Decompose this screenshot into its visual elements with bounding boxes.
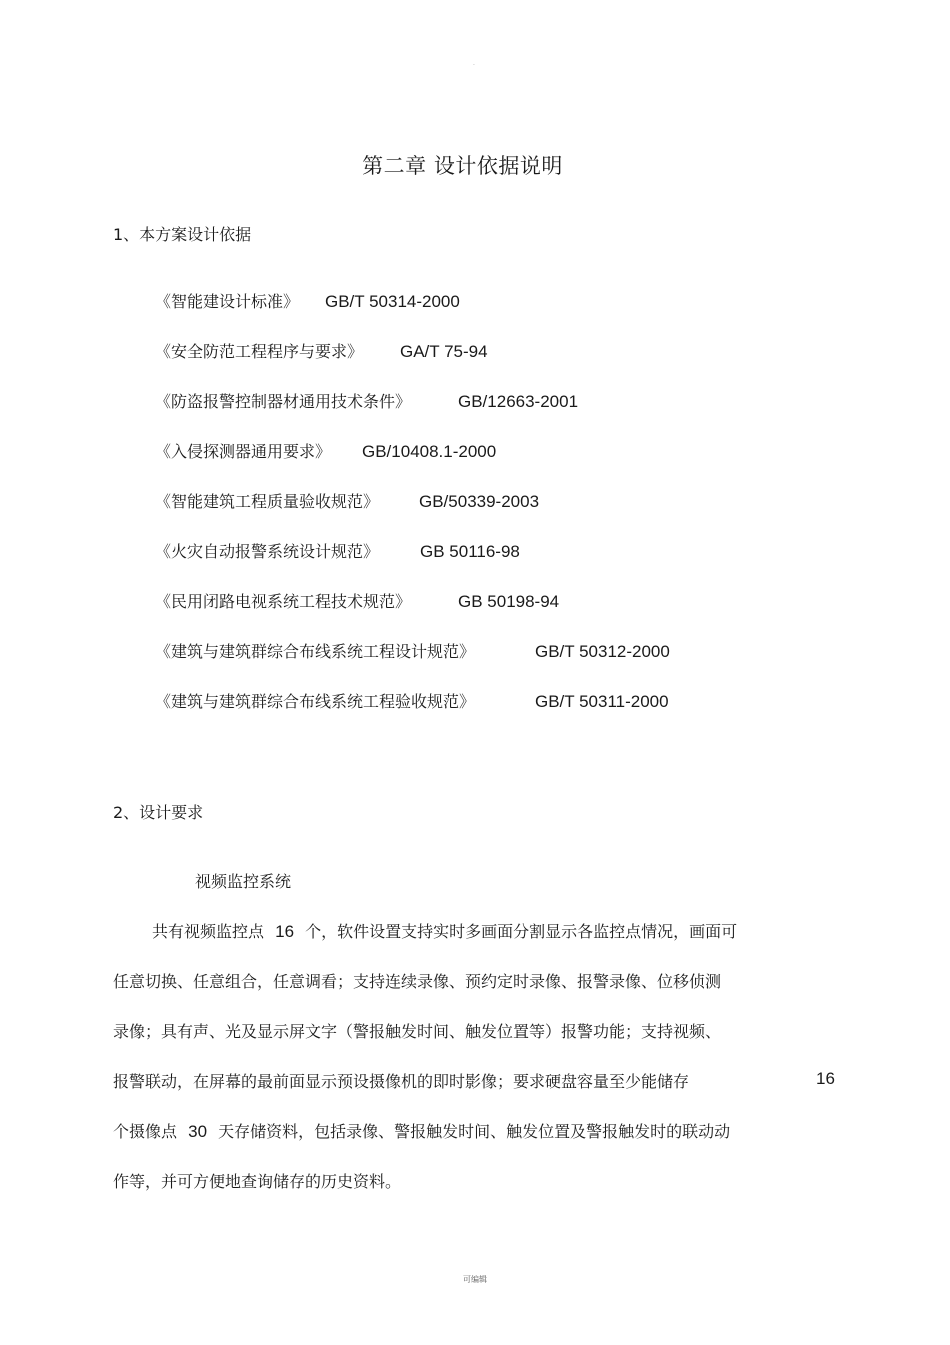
top-dot: · [473, 62, 475, 69]
subheading-video-surveillance: 视频监控系统 [195, 872, 292, 891]
line-text: 个摄像点 [113, 1122, 178, 1141]
line-text: 共有视频监控点 [152, 922, 265, 941]
standard-code: GB/T 50311-2000 [535, 692, 669, 711]
standard-item [155, 539, 670, 589]
standard-name: 《建筑与建筑群综合布线系统工程验收规范》 [155, 692, 476, 711]
footer-note: 可编辑 [463, 1275, 487, 1284]
standard-name: 《安全防范工程程序与要求》 [155, 342, 364, 361]
line-text: 作等，并可方便地查询储存的历史资料。 [113, 1172, 402, 1191]
standard-code: GB/10408.1-2000 [362, 442, 497, 461]
line-text: 录像；具有声、光及显示屏文字（警报触发时间、触发位置等）报警功能；支持视频、 [113, 1022, 722, 1041]
standards-list [155, 289, 670, 739]
line-text: 报警联动，在屏幕的最前面显示预设摄像机的即时影像；要求硬盘容量至少能储存 [113, 1072, 690, 1091]
standard-name: 《智能建设计标准》 [155, 292, 300, 311]
line-text: 天存储资料，包括录像、警报触发时间、触发位置及警报触发时的联动动 [218, 1122, 731, 1141]
page-title: 第二章 设计依据说明 [362, 154, 563, 178]
line-text: 任意切换、任意组合，任意调看；支持连续录像、预约定时录像、报警录像、位移侦测 [113, 972, 722, 991]
paragraph-line [113, 1119, 837, 1142]
standard-name: 《防盗报警控制器材通用技术条件》 [155, 392, 412, 411]
standard-code: GB 50198-94 [458, 592, 560, 611]
section-2-heading: 2、设计要求 [113, 803, 204, 822]
standard-item [155, 589, 670, 639]
standard-code: GA/T 75-94 [400, 342, 488, 361]
standard-item [155, 439, 670, 489]
paragraph-line [152, 919, 876, 942]
standard-item [155, 389, 670, 439]
standard-code: GB/T 50312-2000 [535, 642, 670, 661]
standard-code: GB/T 50314-2000 [325, 292, 460, 311]
line-number: 16 [816, 1069, 835, 1088]
standard-item [155, 289, 670, 339]
paragraph-line [113, 969, 837, 992]
paragraph-line [113, 1169, 837, 1192]
paragraph-line [113, 1069, 837, 1092]
standard-code: GB/12663-2001 [458, 392, 579, 411]
line-text: 个，软件设置支持实时多画面分割显示各监控点情况，画面可 [305, 922, 738, 941]
standard-name: 《入侵探测器通用要求》 [155, 442, 332, 461]
standard-name: 《建筑与建筑群综合布线系统工程设计规范》 [155, 642, 476, 661]
standard-item [155, 339, 670, 389]
standard-item [155, 689, 670, 739]
standard-item [155, 489, 670, 539]
paragraph-line [113, 1019, 837, 1042]
standard-item [155, 639, 670, 689]
section-1-heading: 1、本方案设计依据 [113, 225, 252, 244]
standard-name: 《智能建筑工程质量验收规范》 [155, 492, 380, 511]
line-number: 30 [188, 1122, 208, 1141]
line-number: 16 [275, 922, 295, 941]
standard-name: 《火灾自动报警系统设计规范》 [155, 542, 380, 561]
standard-code: GB/50339-2003 [419, 492, 540, 511]
standard-name: 《民用闭路电视系统工程技术规范》 [155, 592, 412, 611]
standard-code: GB 50116-98 [420, 542, 520, 561]
